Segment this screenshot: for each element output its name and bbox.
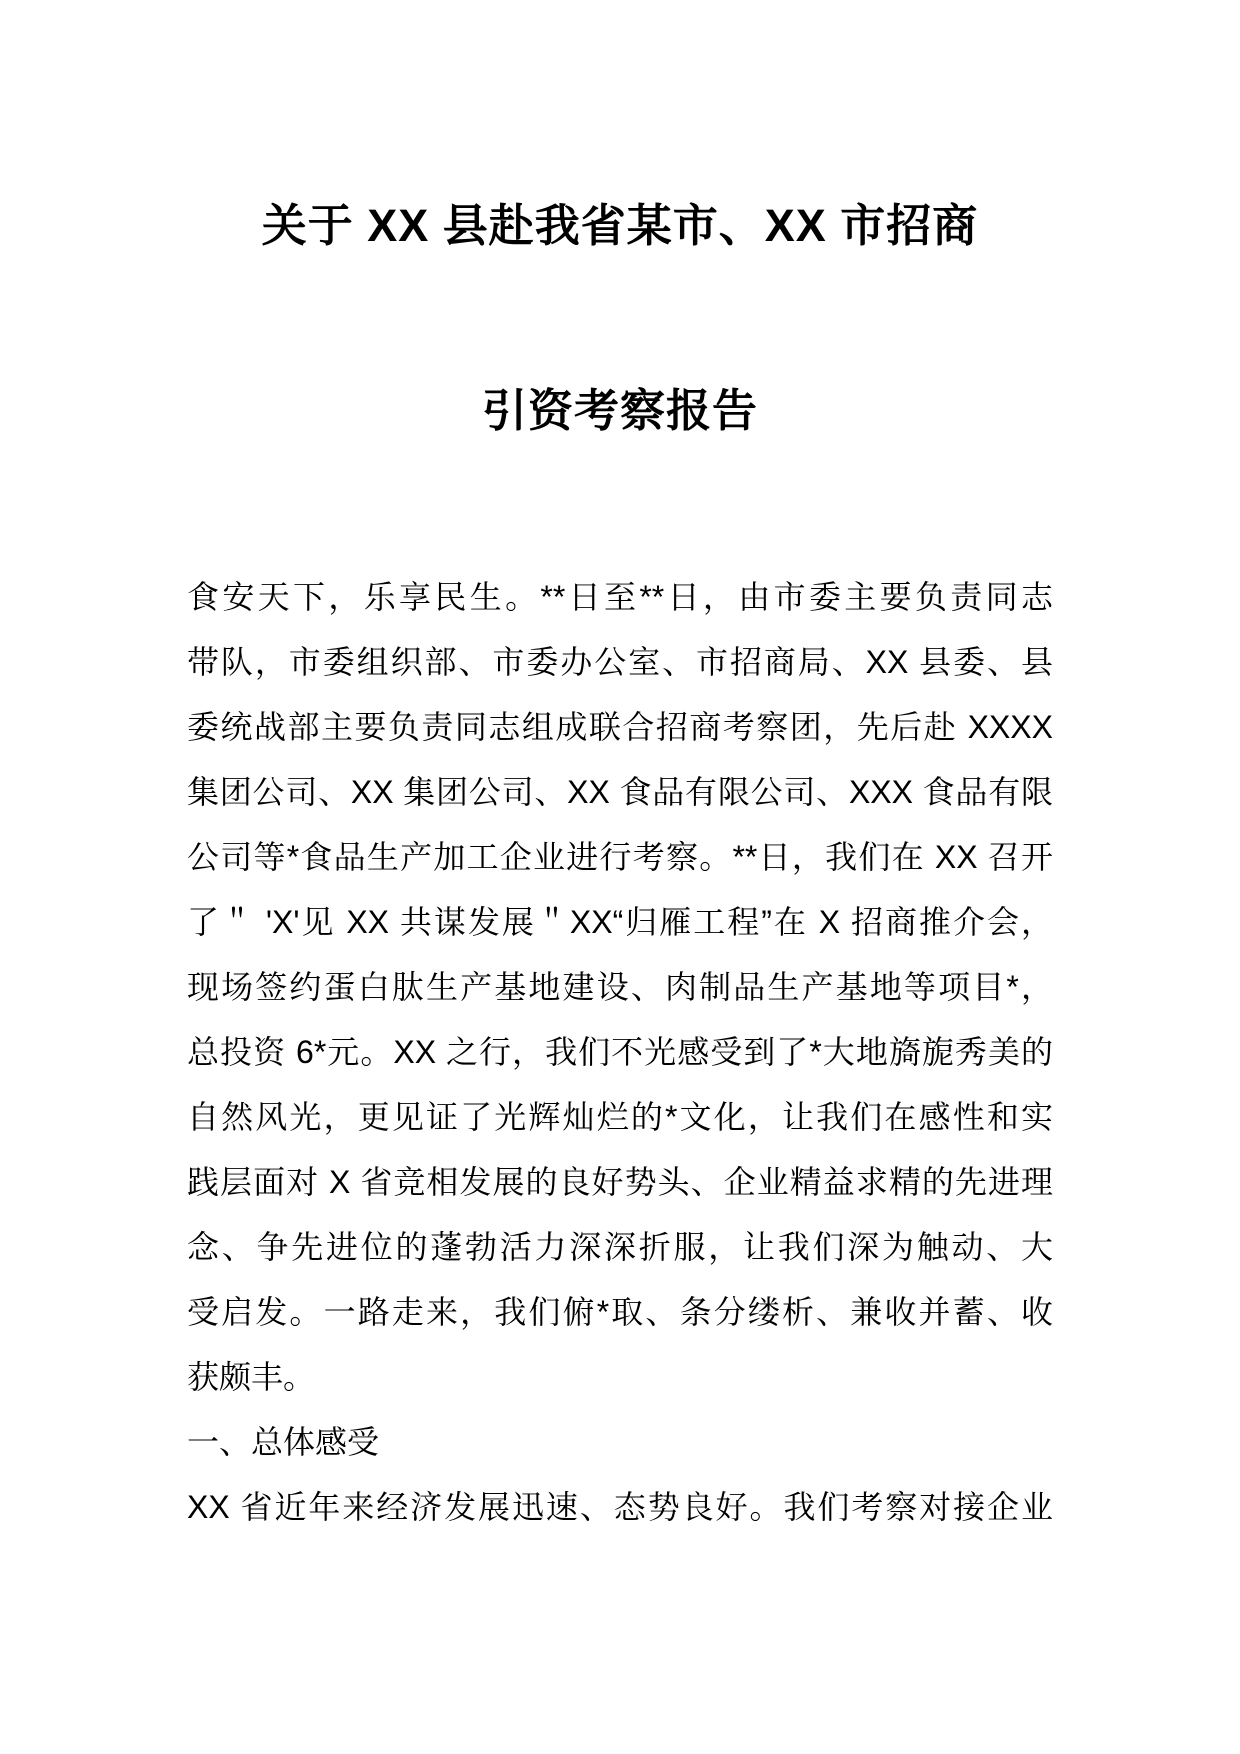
body-line-13: 获颇丰。 — [187, 1359, 316, 1395]
document-body — [187, 565, 1053, 1540]
body-line-7: 现场签约蛋白肽生产基地建设、肉制品生产基地等项目*， — [187, 969, 1053, 1005]
body-line-15: XX 省近年来经济发展迅速、态势良好。我们考察对接企业 — [187, 1489, 1053, 1525]
body-line-12: 受启发。一路走来，我们俯*取、条分缕析、兼收并蓄、收 — [187, 1294, 1053, 1330]
body-line-4: 集团公司、XX 集团公司、XX 食品有限公司、XXX 食品有限 — [187, 774, 1053, 810]
body-line-1: 食安天下，乐享民生。**日至**日，由市委主要负责同志 — [187, 579, 1053, 615]
doc-title-line-1: 关于 XX 县赴我省某市、XX 市招商 — [261, 200, 979, 251]
doc-title-line-2: 引资考察报告 — [481, 385, 758, 436]
body-line-8: 总投资 6*元。XX 之行，我们不光感受到了*大地旖旎秀美的 — [187, 1034, 1053, 1070]
section-heading: 一、总体感受 — [187, 1424, 380, 1460]
body-line-5: 公司等*食品生产加工企业进行考察。**日，我们在 XX 召开 — [187, 839, 1053, 875]
body-line-2: 带队，市委组织部、市委办公室、市招商局、XX 县委、县 — [187, 644, 1053, 680]
body-line-9: 自然风光，更见证了光辉灿烂的*文化，让我们在感性和实 — [187, 1099, 1053, 1135]
body-line-10: 践层面对 X 省竞相发展的良好势头、企业精益求精的先进理 — [187, 1164, 1053, 1200]
body-line-3: 委统战部主要负责同志组成联合招商考察团，先后赴 XXXX — [187, 709, 1053, 745]
body-line-11: 念、争先进位的蓬勃活力深深折服，让我们深为触动、大 — [187, 1229, 1053, 1265]
body-line-6: 了＂ 'X'见 XX 共谋发展＂XX“归雁工程”在 X 招商推介会， — [187, 904, 1053, 940]
